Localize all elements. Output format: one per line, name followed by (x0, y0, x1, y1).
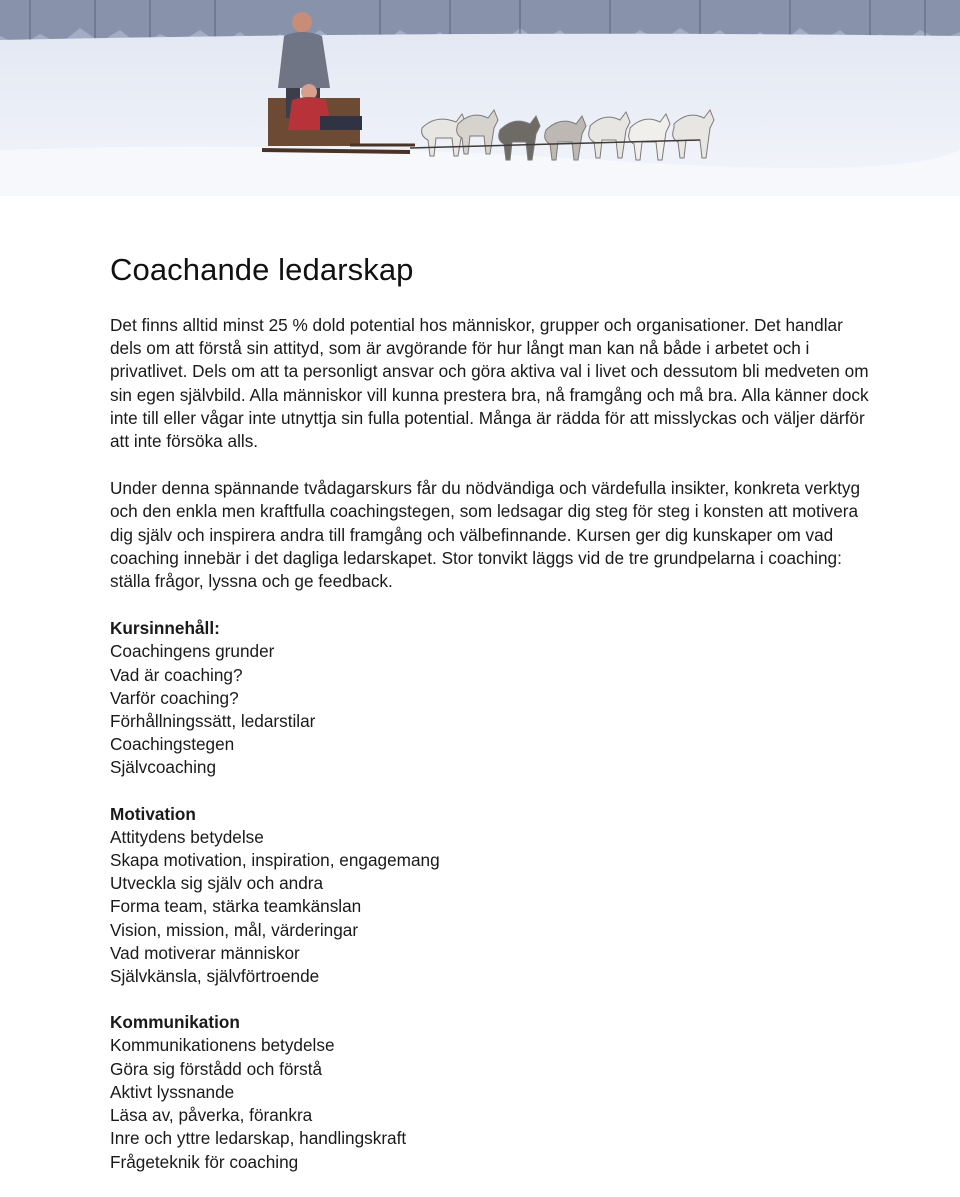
section-kommunikation (110, 1011, 870, 1173)
list-item: Inre och yttre ledarskap, handlingskraft (110, 1128, 407, 1149)
list-item: Göra sig förstådd och förstå (110, 1058, 323, 1079)
list-item: Coachingens grunder (110, 641, 275, 662)
list-item: Frågeteknik för coaching (110, 1151, 299, 1172)
course-paragraph: Under denna spännande tvådagarskurs får du nödvändiga och värdefulla insikter, konkreta verktyg och den enkla men kraftfulla coachingstegen, som ledsagar dig steg för steg i konsten att motivera dig själv och inspirera andra till framgång och välbefinnande. Kursen ger dig kunskaper om vad coaching innebär i det dagliga ledarskapet. Stor tonvikt läggs vid de tre grundpelarna i coaching: ställa frågor, lyssna och ge feedback. (110, 478, 861, 592)
list-item: Vad är coaching? (110, 664, 243, 685)
list-item: Forma team, stärka teamkänslan (110, 896, 362, 917)
list-item: Självcoaching (110, 757, 217, 778)
section-kursinnehall (110, 617, 870, 779)
section-heading: Kursinnehåll: (110, 618, 220, 639)
section-motivation (110, 803, 870, 989)
hero-photo (0, 0, 960, 196)
article (110, 252, 870, 1197)
list-item: Självkänsla, självförtroende (110, 966, 320, 987)
list-item: Vision, mission, mål, värderingar (110, 919, 359, 940)
list-item: Coachingstegen (110, 734, 235, 755)
dog-sled-photo-icon (0, 0, 960, 196)
section-heading: Kommunikation (110, 1012, 240, 1033)
list-item: Skapa motivation, inspiration, engagemang (110, 850, 440, 871)
intro-paragraph: Det finns alltid minst 25 % dold potential hos människor, grupper och organisationer. Det handlar dels om att förstå sin attityd, som är avgörande för hur långt man kan nå både i arbetet och i privatlivet. Dels om att ta personligt ansvar och göra aktiva val i livet och dessutom bli medveten om sin egen självbild. Alla människor vill kunna prestera bra, nå framgång och må bra. Alla känner dock inte till eller vågar inte utnyttja sin fulla potential. Många är rädda för att misslyckas och väljer därför att inte försöka alls. (110, 315, 869, 452)
list-item: Utveckla sig själv och andra (110, 873, 324, 894)
list-item: Aktivt lyssnande (110, 1081, 235, 1102)
list-item: Vad motiverar människor (110, 942, 300, 963)
section-list (110, 1034, 870, 1173)
list-item: Läsa av, påverka, förankra (110, 1105, 313, 1126)
list-item: Kommunikationens betydelse (110, 1035, 335, 1056)
section-heading: Motivation (110, 803, 196, 824)
list-item: Förhållningssätt, ledarstilar (110, 711, 316, 732)
section-list (110, 640, 870, 779)
page-title: Coachande ledarskap (110, 252, 414, 287)
section-list (110, 826, 870, 988)
list-item: Attitydens betydelse (110, 826, 264, 847)
list-item: Varför coaching? (110, 687, 239, 708)
